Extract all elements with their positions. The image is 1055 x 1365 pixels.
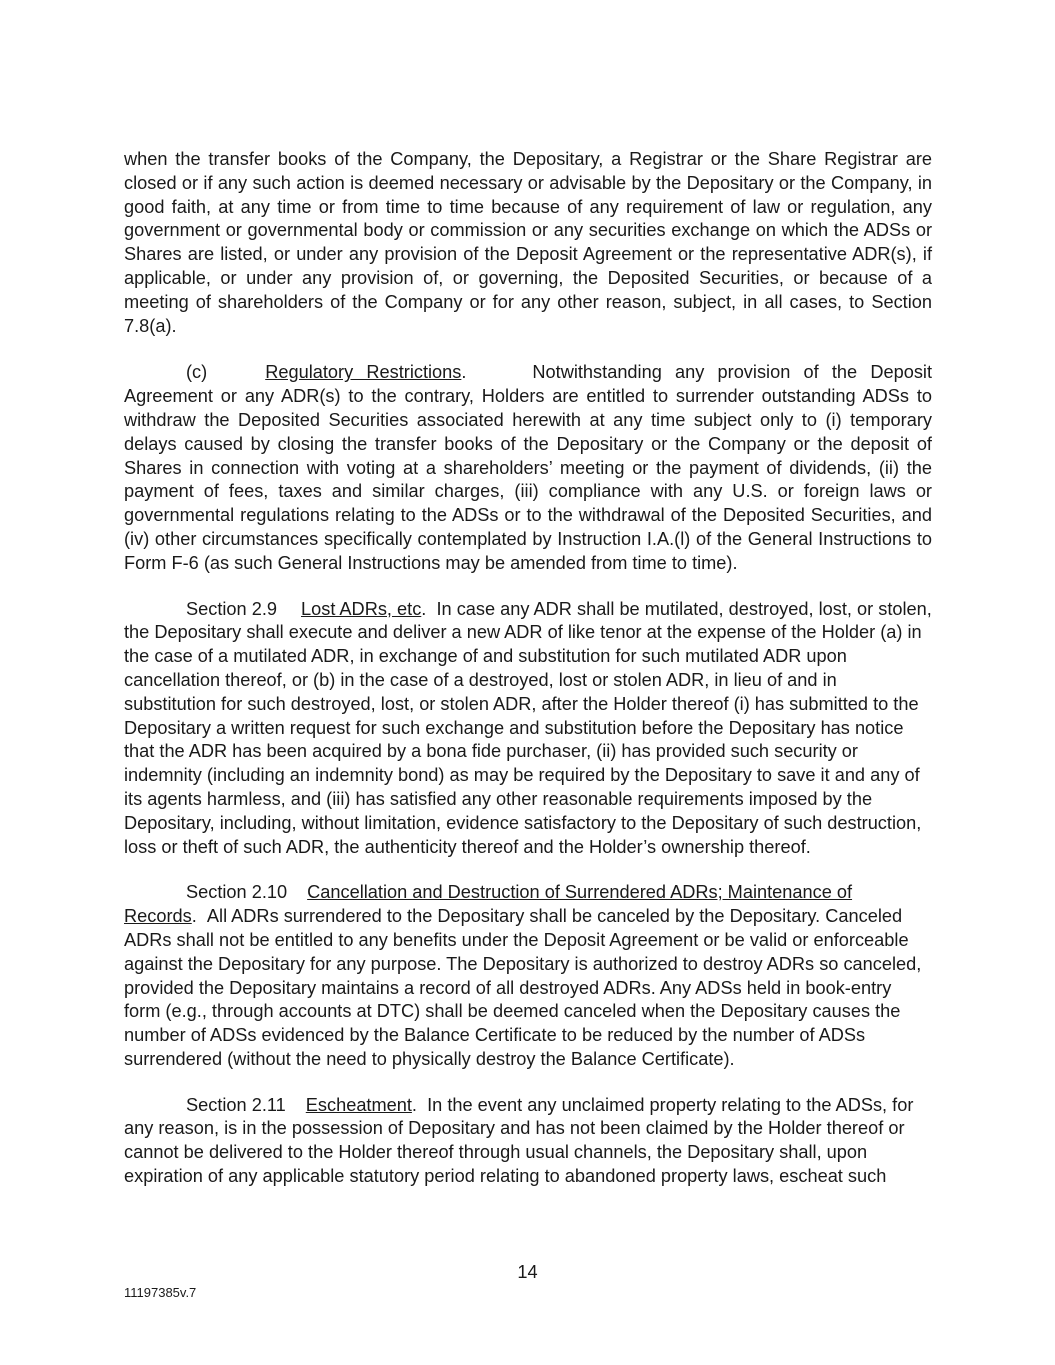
section-2-11: Section 2.11 Escheatment. In the event any unclaimed property relating to the ADSs, for any reason, is in the possession of Depositary and has not been claimed by the Holder thereof or cannot be delivered to the Holder thereof through usual channels, the Depositary shall, upon expiration of any applicable statutory period relating to abandoned property laws, escheat such (124, 1094, 914, 1187)
clause-body: Notwithstanding any provision of the Deposit Agreement or any ADR(s) to the contrary, Holders are entitled to surrender outstanding ADSs to withdraw the Deposited Securities associated herewith at any time subject only to (i) temporary delays caused by closing the transfer books of the Depositary or the Company or the deposit of Shares in connection with voting at a shareholders’ meeting or the payment of dividends, (ii) the payment of fees, taxes and similar charges, (iii) compliance with any U.S. or foreign laws or governmental regulations relating to the ADSs or to the withdrawal of the Deposited Securities, and (iv) other circumstances specifically contemplated by Instruction I.A.(l) of the General Instructions to Form F-6 (as such General Instructions may be amended from time to time). (124, 362, 933, 573)
document-page-body (124, 148, 932, 1189)
section-heading: Cancellation and Destruction of Surrendered ADRs; Maintenance of Records (124, 882, 853, 927)
section-body: All ADRs surrendered to the Depositary shall be canceled by the Depositary. Canceled ADRs shall not be entitled to any benefits under the Deposit Agreement or be valid or enforceable against the Depositary for any purpose. The Depositary is authorized to destroy ADRs so canceled, provided the Depositary maintains a record of all destroyed ADRs. Any ADSs held in book-entry form (e.g., through accounts at DTC) shall be deemed canceled when the Depositary causes the number of ADSs evidenced by the Balance Certificate to be reduced by the number of ADSs surrendered (without the need to physically destroy the Balance Certificate). (124, 906, 922, 1069)
clause-heading: Regulatory Restrictions (265, 362, 462, 383)
section-body: In the event any unclaimed property relating to the ADSs, for any reason, is in the possession of Depositary and has not been claimed by the Holder thereof or cannot be delivered to the Holder thereof through usual channels, the Depositary shall, upon expiration of any applicable statutory period relating to abandoned property laws, escheat such (124, 1094, 914, 1187)
page-number: 14 (517, 1262, 538, 1282)
section-heading: Lost ADRs, etc (301, 598, 422, 619)
section-body: In case any ADR shall be mutilated, destroyed, lost, or stolen, the Depositary shall execute and deliver a new ADR of like tenor at the expense of the Holder (a) in the case of a mutilated ADR, in exchange of and substitution for such mutilated ADR upon cancellation thereof, or (b) in the case of a destroyed, lost or stolen ADR, in lieu of and in substitution for such destroyed, lost, or stolen ADR, after the Holder thereof (i) has submitted to the Depositary a written request for such exchange and substitution before the Depositary has notice that the ADR has been acquired by a bona fide purchaser, (ii) has provided such security or indemnity (including an indemnity bond) as may be required by the Depositary to save it and any of its agents harmless, and (iii) has satisfied any other reasonable requirements imposed by the Depositary, including, without limitation, evidence satisfactory to the Depositary of such destruction, loss or theft of such ADR, the authenticity thereof and the Holder’s ownership thereof. (124, 598, 932, 857)
section-number: Section 2.10 (186, 882, 288, 903)
paragraph-continuation: when the transfer books of the Company, the Depositary, a Registrar or the Share Registrar are closed or if any such action is deemed necessary or advisable by the Depositary or the Company, in good faith, at any time or from time to time because of any requirement of law or regulation, any government or governmental body or commission or any securities exchange on which the ADSs or Shares are listed, or under any provision of the Deposit Agreement or the representative ADR(s), if applicable, or under any provision of, or governing, the Deposited Securities, or because of a meeting of shareholders of the Company or for any other reason, subject, in all cases, to Section 7.8(a). (124, 149, 932, 336)
section-2-10: Section 2.10 Cancellation and Destruction of Surrendered ADRs; Maintenance of Records. All ADRs surrendered to the Depositary shall be canceled by the Depositary. Canceled ADRs shall not be entitled to any benefits under the Deposit Agreement or be valid or enforceable against the Depositary for any purpose. The Depositary is authorized to destroy ADRs so canceled, provided the Depositary maintains a record of all destroyed ADRs. Any ADSs held in book-entry form (e.g., through accounts at DTC) shall be deemed canceled when the Depositary causes the number of ADSs evidenced by the Balance Certificate to be reduced by the number of ADSs surrendered (without the need to physically destroy the Balance Certificate). (124, 882, 922, 1069)
clause-label: (c) (186, 362, 208, 383)
section-2-9: Section 2.9 Lost ADRs, etc. In case any ADR shall be mutilated, destroyed, lost, or stolen, the Depositary shall execute and deliver a new ADR of like tenor at the expense of the Holder (a) in the case of a mutilated ADR, in exchange of and substitution for such mutilated ADR upon cancellation thereof, or (b) in the case of a destroyed, lost or stolen ADR, in lieu of and in substitution for such destroyed, lost, or stolen ADR, after the Holder thereof (i) has submitted to the Depositary a written request for such exchange and substitution before the Depositary has notice that the ADR has been acquired by a bona fide purchaser, (ii) has provided such security or indemnity (including an indemnity bond) as may be required by the Depositary to save it and any of its agents harmless, and (iii) has satisfied any other reasonable requirements imposed by the Depositary, including, without limitation, evidence satisfactory to the Depositary of such destruction, loss or theft of such ADR, the authenticity thereof and the Holder’s ownership thereof. (124, 598, 932, 857)
paragraph-regulatory-restrictions: (c) Regulatory Restrictions. Notwithstanding any provision of the Deposit Agreement or any ADR(s) to the contrary, Holders are entitled to surrender outstanding ADSs to withdraw the Deposited Securities associated herewith at any time subject only to (i) temporary delays caused by closing the transfer books of the Depositary or the Company or the deposit of Shares in connection with voting at a shareholders’ meeting or the payment of dividends, (ii) the payment of fees, taxes and similar charges, (iii) compliance with any U.S. or foreign laws or governmental regulations relating to the ADSs or to the withdrawal of the Deposited Securities, and (iv) other circumstances specifically contemplated by Instruction I.A.(l) of the General Instructions to Form F-6 (as such General Instructions may be amended from time to time). (124, 362, 933, 573)
document-id: 11197385v.7 (124, 1285, 197, 1300)
section-number: Section 2.9 (186, 598, 277, 619)
section-number: Section 2.11 (186, 1094, 286, 1115)
section-heading: Escheatment (305, 1094, 412, 1115)
